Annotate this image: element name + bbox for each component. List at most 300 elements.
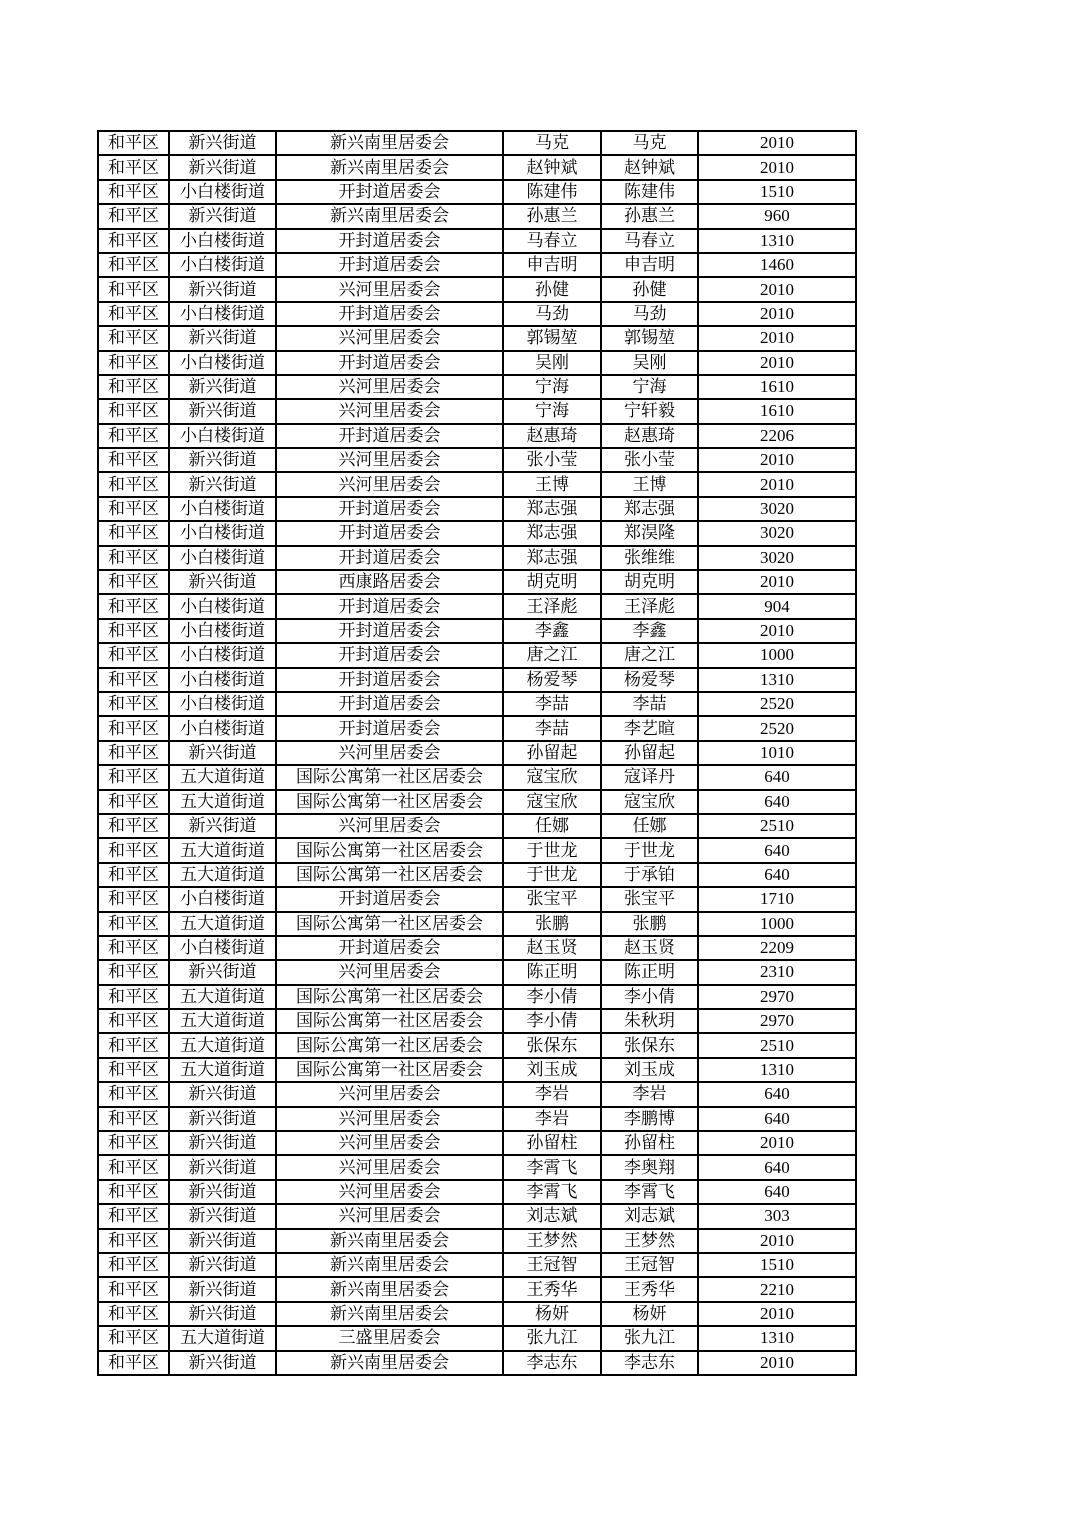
cell-name-primary: 于世龙 — [503, 838, 601, 862]
cell-amount: 640 — [698, 790, 856, 814]
cell-street: 新兴街道 — [169, 1253, 276, 1277]
cell-committee: 兴河里居委会 — [276, 1082, 503, 1106]
cell-street: 新兴街道 — [169, 1180, 276, 1204]
cell-amount: 2010 — [698, 351, 856, 375]
cell-amount: 2010 — [698, 155, 856, 179]
cell-name-primary: 张保东 — [503, 1033, 601, 1057]
table-row — [98, 1204, 856, 1228]
cell-name-primary: 孙留起 — [503, 741, 601, 765]
cell-name-primary: 陈建伟 — [503, 180, 601, 204]
cell-street: 新兴街道 — [169, 814, 276, 838]
cell-amount: 1510 — [698, 180, 856, 204]
cell-name-primary: 宁海 — [503, 375, 601, 399]
table-row — [98, 546, 856, 570]
cell-district: 和平区 — [98, 594, 169, 618]
cell-name-secondary: 刘玉成 — [601, 1058, 698, 1082]
table-row — [98, 1277, 856, 1301]
cell-committee: 国际公寓第一社区居委会 — [276, 1058, 503, 1082]
cell-name-secondary: 寇宝欣 — [601, 790, 698, 814]
cell-district: 和平区 — [98, 472, 169, 496]
cell-district: 和平区 — [98, 570, 169, 594]
cell-amount: 640 — [698, 1155, 856, 1179]
table-row — [98, 399, 856, 423]
table-row — [98, 424, 856, 448]
cell-street: 小白楼街道 — [169, 546, 276, 570]
cell-name-secondary: 李霄飞 — [601, 1180, 698, 1204]
cell-district: 和平区 — [98, 1229, 169, 1253]
cell-amount: 2010 — [698, 570, 856, 594]
cell-amount: 2510 — [698, 814, 856, 838]
cell-amount: 2210 — [698, 1277, 856, 1301]
cell-name-primary: 李霄飞 — [503, 1180, 601, 1204]
cell-amount: 640 — [698, 1180, 856, 1204]
cell-street: 新兴街道 — [169, 1131, 276, 1155]
cell-street: 新兴街道 — [169, 1302, 276, 1326]
cell-district: 和平区 — [98, 936, 169, 960]
cell-name-primary: 马克 — [503, 131, 601, 155]
cell-committee: 西康路居委会 — [276, 570, 503, 594]
cell-district: 和平区 — [98, 912, 169, 936]
cell-committee: 新兴南里居委会 — [276, 131, 503, 155]
cell-committee: 兴河里居委会 — [276, 1131, 503, 1155]
cell-amount: 1610 — [698, 375, 856, 399]
cell-street: 小白楼街道 — [169, 521, 276, 545]
cell-amount: 1510 — [698, 1253, 856, 1277]
cell-committee: 开封道居委会 — [276, 351, 503, 375]
cell-street: 小白楼街道 — [169, 180, 276, 204]
cell-name-secondary: 马劲 — [601, 302, 698, 326]
cell-committee: 兴河里居委会 — [276, 399, 503, 423]
cell-street: 新兴街道 — [169, 472, 276, 496]
cell-district: 和平区 — [98, 863, 169, 887]
table-row — [98, 351, 856, 375]
cell-amount: 2520 — [698, 716, 856, 740]
cell-name-primary: 赵惠琦 — [503, 424, 601, 448]
cell-name-secondary: 吴刚 — [601, 351, 698, 375]
cell-street: 小白楼街道 — [169, 302, 276, 326]
cell-amount: 1610 — [698, 399, 856, 423]
cell-name-secondary: 张维维 — [601, 546, 698, 570]
cell-amount: 2970 — [698, 1009, 856, 1033]
cell-committee: 新兴南里居委会 — [276, 1229, 503, 1253]
cell-name-primary: 李小倩 — [503, 985, 601, 1009]
cell-name-secondary: 李奥翔 — [601, 1155, 698, 1179]
table-row — [98, 131, 856, 155]
cell-street: 新兴街道 — [169, 741, 276, 765]
cell-name-secondary: 宁海 — [601, 375, 698, 399]
cell-name-secondary: 刘志斌 — [601, 1204, 698, 1228]
cell-district: 和平区 — [98, 1277, 169, 1301]
cell-name-primary: 寇宝欣 — [503, 765, 601, 789]
table-row — [98, 472, 856, 496]
table-row — [98, 1253, 856, 1277]
cell-amount: 2010 — [698, 1302, 856, 1326]
cell-amount: 2010 — [698, 1131, 856, 1155]
table-row — [98, 985, 856, 1009]
cell-name-primary: 刘玉成 — [503, 1058, 601, 1082]
table-row — [98, 1351, 856, 1375]
cell-amount: 2010 — [698, 277, 856, 301]
cell-name-primary: 郭锡堃 — [503, 326, 601, 350]
cell-street: 新兴街道 — [169, 1351, 276, 1375]
table-row — [98, 521, 856, 545]
cell-name-secondary: 王秀华 — [601, 1277, 698, 1301]
cell-committee: 国际公寓第一社区居委会 — [276, 863, 503, 887]
cell-street: 五大道街道 — [169, 1326, 276, 1350]
cell-street: 新兴街道 — [169, 277, 276, 301]
cell-district: 和平区 — [98, 692, 169, 716]
cell-street: 新兴街道 — [169, 1082, 276, 1106]
table-row — [98, 619, 856, 643]
cell-name-primary: 孙惠兰 — [503, 204, 601, 228]
cell-district: 和平区 — [98, 1155, 169, 1179]
cell-name-secondary: 李志东 — [601, 1351, 698, 1375]
cell-name-primary: 杨妍 — [503, 1302, 601, 1326]
table-row — [98, 375, 856, 399]
cell-street: 新兴街道 — [169, 375, 276, 399]
cell-committee: 国际公寓第一社区居委会 — [276, 1009, 503, 1033]
cell-amount: 2520 — [698, 692, 856, 716]
cell-district: 和平区 — [98, 765, 169, 789]
cell-street: 新兴街道 — [169, 399, 276, 423]
cell-name-secondary: 孙健 — [601, 277, 698, 301]
cell-amount: 2206 — [698, 424, 856, 448]
cell-district: 和平区 — [98, 155, 169, 179]
cell-name-secondary: 赵惠琦 — [601, 424, 698, 448]
cell-committee: 开封道居委会 — [276, 887, 503, 911]
cell-committee: 兴河里居委会 — [276, 375, 503, 399]
cell-committee: 新兴南里居委会 — [276, 204, 503, 228]
cell-name-primary: 李喆 — [503, 716, 601, 740]
cell-name-secondary: 张小莹 — [601, 448, 698, 472]
cell-amount: 2010 — [698, 131, 856, 155]
cell-name-primary: 李岩 — [503, 1082, 601, 1106]
cell-district: 和平区 — [98, 985, 169, 1009]
cell-committee: 国际公寓第一社区居委会 — [276, 985, 503, 1009]
cell-street: 小白楼街道 — [169, 936, 276, 960]
cell-name-primary: 刘志斌 — [503, 1204, 601, 1228]
cell-street: 五大道街道 — [169, 912, 276, 936]
table-row — [98, 204, 856, 228]
cell-name-primary: 郑志强 — [503, 546, 601, 570]
cell-committee: 开封道居委会 — [276, 497, 503, 521]
cell-name-primary: 王冠智 — [503, 1253, 601, 1277]
cell-street: 小白楼街道 — [169, 887, 276, 911]
cell-name-primary: 李喆 — [503, 692, 601, 716]
cell-amount: 1710 — [698, 887, 856, 911]
table-row — [98, 1229, 856, 1253]
cell-district: 和平区 — [98, 375, 169, 399]
cell-amount: 2010 — [698, 326, 856, 350]
table-body — [98, 131, 856, 1375]
cell-street: 小白楼街道 — [169, 619, 276, 643]
cell-district: 和平区 — [98, 838, 169, 862]
cell-district: 和平区 — [98, 1033, 169, 1057]
cell-amount: 640 — [698, 863, 856, 887]
cell-district: 和平区 — [98, 1204, 169, 1228]
cell-committee: 开封道居委会 — [276, 229, 503, 253]
cell-district: 和平区 — [98, 1351, 169, 1375]
cell-district: 和平区 — [98, 716, 169, 740]
cell-committee: 开封道居委会 — [276, 692, 503, 716]
cell-name-primary: 王梦然 — [503, 1229, 601, 1253]
cell-name-secondary: 陈正明 — [601, 960, 698, 984]
cell-district: 和平区 — [98, 448, 169, 472]
cell-amount: 2310 — [698, 960, 856, 984]
cell-name-secondary: 郭锡堃 — [601, 326, 698, 350]
cell-amount: 3020 — [698, 497, 856, 521]
cell-name-secondary: 郑淏隆 — [601, 521, 698, 545]
table-row — [98, 448, 856, 472]
table-row — [98, 863, 856, 887]
cell-street: 五大道街道 — [169, 1058, 276, 1082]
cell-name-primary: 张鹏 — [503, 912, 601, 936]
cell-name-primary: 王博 — [503, 472, 601, 496]
cell-district: 和平区 — [98, 619, 169, 643]
cell-street: 小白楼街道 — [169, 424, 276, 448]
cell-street: 新兴街道 — [169, 326, 276, 350]
cell-amount: 904 — [698, 594, 856, 618]
cell-district: 和平区 — [98, 399, 169, 423]
table-row — [98, 594, 856, 618]
cell-amount: 2010 — [698, 448, 856, 472]
cell-name-primary: 申吉明 — [503, 253, 601, 277]
cell-district: 和平区 — [98, 1058, 169, 1082]
cell-committee: 开封道居委会 — [276, 619, 503, 643]
cell-street: 小白楼街道 — [169, 253, 276, 277]
cell-name-primary: 胡克明 — [503, 570, 601, 594]
table-row — [98, 326, 856, 350]
cell-committee: 兴河里居委会 — [276, 960, 503, 984]
cell-committee: 开封道居委会 — [276, 302, 503, 326]
cell-street: 新兴街道 — [169, 570, 276, 594]
cell-committee: 兴河里居委会 — [276, 326, 503, 350]
cell-name-secondary: 于承铂 — [601, 863, 698, 887]
cell-name-secondary: 李鹏博 — [601, 1107, 698, 1131]
cell-name-primary: 郑志强 — [503, 521, 601, 545]
cell-amount: 303 — [698, 1204, 856, 1228]
cell-name-secondary: 寇译丹 — [601, 765, 698, 789]
cell-district: 和平区 — [98, 643, 169, 667]
cell-district: 和平区 — [98, 204, 169, 228]
cell-district: 和平区 — [98, 497, 169, 521]
cell-amount: 1000 — [698, 643, 856, 667]
cell-committee: 开封道居委会 — [276, 521, 503, 545]
table-row — [98, 155, 856, 179]
cell-amount: 1310 — [698, 1058, 856, 1082]
table-row — [98, 180, 856, 204]
cell-name-secondary: 郑志强 — [601, 497, 698, 521]
cell-committee: 兴河里居委会 — [276, 1155, 503, 1179]
cell-name-secondary: 张九江 — [601, 1326, 698, 1350]
cell-name-primary: 李霄飞 — [503, 1155, 601, 1179]
cell-committee: 开封道居委会 — [276, 180, 503, 204]
cell-committee: 兴河里居委会 — [276, 277, 503, 301]
cell-committee: 国际公寓第一社区居委会 — [276, 838, 503, 862]
table-row — [98, 716, 856, 740]
cell-name-primary: 王秀华 — [503, 1277, 601, 1301]
cell-committee: 新兴南里居委会 — [276, 1302, 503, 1326]
data-table — [97, 130, 857, 1376]
table-row — [98, 960, 856, 984]
cell-district: 和平区 — [98, 180, 169, 204]
cell-name-secondary: 孙惠兰 — [601, 204, 698, 228]
cell-name-secondary: 张保东 — [601, 1033, 698, 1057]
table-row — [98, 668, 856, 692]
cell-amount: 2010 — [698, 1351, 856, 1375]
cell-street: 新兴街道 — [169, 1155, 276, 1179]
cell-street: 新兴街道 — [169, 960, 276, 984]
cell-committee: 开封道居委会 — [276, 424, 503, 448]
cell-district: 和平区 — [98, 424, 169, 448]
table-row — [98, 790, 856, 814]
cell-amount: 2010 — [698, 472, 856, 496]
cell-name-secondary: 马克 — [601, 131, 698, 155]
cell-amount: 2010 — [698, 619, 856, 643]
cell-committee: 开封道居委会 — [276, 716, 503, 740]
table-row — [98, 838, 856, 862]
table-row — [98, 497, 856, 521]
cell-district: 和平区 — [98, 131, 169, 155]
table-row — [98, 692, 856, 716]
cell-street: 小白楼街道 — [169, 716, 276, 740]
cell-district: 和平区 — [98, 1326, 169, 1350]
cell-name-secondary: 孙留起 — [601, 741, 698, 765]
cell-street: 新兴街道 — [169, 1107, 276, 1131]
cell-amount: 1000 — [698, 912, 856, 936]
table-row — [98, 277, 856, 301]
cell-name-secondary: 孙留柱 — [601, 1131, 698, 1155]
cell-committee: 兴河里居委会 — [276, 741, 503, 765]
cell-name-secondary: 陈建伟 — [601, 180, 698, 204]
cell-name-primary: 李鑫 — [503, 619, 601, 643]
cell-amount: 2970 — [698, 985, 856, 1009]
cell-street: 五大道街道 — [169, 1033, 276, 1057]
cell-name-secondary: 张宝平 — [601, 887, 698, 911]
cell-street: 小白楼街道 — [169, 594, 276, 618]
cell-street: 五大道街道 — [169, 838, 276, 862]
cell-name-secondary: 马春立 — [601, 229, 698, 253]
cell-name-primary: 张小莹 — [503, 448, 601, 472]
cell-district: 和平区 — [98, 253, 169, 277]
cell-amount: 2010 — [698, 1229, 856, 1253]
table-row — [98, 1326, 856, 1350]
cell-committee: 三盛里居委会 — [276, 1326, 503, 1350]
cell-amount: 3020 — [698, 521, 856, 545]
cell-name-primary: 孙健 — [503, 277, 601, 301]
cell-amount: 1310 — [698, 668, 856, 692]
cell-street: 新兴街道 — [169, 131, 276, 155]
cell-district: 和平区 — [98, 814, 169, 838]
cell-committee: 兴河里居委会 — [276, 1204, 503, 1228]
cell-amount: 640 — [698, 765, 856, 789]
cell-amount: 3020 — [698, 546, 856, 570]
cell-street: 小白楼街道 — [169, 668, 276, 692]
cell-name-secondary: 朱秋玥 — [601, 1009, 698, 1033]
cell-name-primary: 吴刚 — [503, 351, 601, 375]
cell-name-secondary: 赵钟斌 — [601, 155, 698, 179]
cell-name-secondary: 任娜 — [601, 814, 698, 838]
cell-name-primary: 马劲 — [503, 302, 601, 326]
cell-amount: 640 — [698, 1107, 856, 1131]
cell-street: 小白楼街道 — [169, 229, 276, 253]
cell-district: 和平区 — [98, 960, 169, 984]
table-row — [98, 229, 856, 253]
cell-name-primary: 唐之江 — [503, 643, 601, 667]
table-row — [98, 912, 856, 936]
cell-committee: 开封道居委会 — [276, 668, 503, 692]
cell-district: 和平区 — [98, 1180, 169, 1204]
cell-name-primary: 杨爱琴 — [503, 668, 601, 692]
cell-street: 五大道街道 — [169, 1009, 276, 1033]
cell-name-secondary: 王泽彪 — [601, 594, 698, 618]
cell-name-secondary: 王冠智 — [601, 1253, 698, 1277]
cell-committee: 兴河里居委会 — [276, 814, 503, 838]
cell-name-primary: 赵玉贤 — [503, 936, 601, 960]
cell-name-secondary: 杨爱琴 — [601, 668, 698, 692]
cell-amount: 640 — [698, 838, 856, 862]
cell-name-primary: 赵钟斌 — [503, 155, 601, 179]
cell-name-secondary: 赵玉贤 — [601, 936, 698, 960]
cell-name-secondary: 李小倩 — [601, 985, 698, 1009]
cell-name-primary: 寇宝欣 — [503, 790, 601, 814]
cell-committee: 开封道居委会 — [276, 643, 503, 667]
cell-name-primary: 张九江 — [503, 1326, 601, 1350]
cell-name-primary: 王泽彪 — [503, 594, 601, 618]
table-row — [98, 643, 856, 667]
cell-district: 和平区 — [98, 1302, 169, 1326]
cell-name-secondary: 申吉明 — [601, 253, 698, 277]
cell-street: 五大道街道 — [169, 790, 276, 814]
cell-amount: 2010 — [698, 302, 856, 326]
cell-name-secondary: 唐之江 — [601, 643, 698, 667]
table-row — [98, 1058, 856, 1082]
cell-district: 和平区 — [98, 1131, 169, 1155]
cell-district: 和平区 — [98, 790, 169, 814]
cell-committee: 兴河里居委会 — [276, 1107, 503, 1131]
table-row — [98, 1033, 856, 1057]
cell-committee: 国际公寓第一社区居委会 — [276, 790, 503, 814]
cell-name-secondary: 于世龙 — [601, 838, 698, 862]
cell-district: 和平区 — [98, 326, 169, 350]
cell-amount: 2510 — [698, 1033, 856, 1057]
cell-name-secondary: 李岩 — [601, 1082, 698, 1106]
cell-district: 和平区 — [98, 1107, 169, 1131]
table-row — [98, 1131, 856, 1155]
cell-amount: 1010 — [698, 741, 856, 765]
cell-district: 和平区 — [98, 668, 169, 692]
cell-committee: 国际公寓第一社区居委会 — [276, 1033, 503, 1057]
table-row — [98, 936, 856, 960]
cell-street: 五大道街道 — [169, 863, 276, 887]
cell-street: 小白楼街道 — [169, 497, 276, 521]
cell-district: 和平区 — [98, 521, 169, 545]
cell-district: 和平区 — [98, 351, 169, 375]
cell-street: 新兴街道 — [169, 155, 276, 179]
cell-name-primary: 孙留柱 — [503, 1131, 601, 1155]
cell-committee: 兴河里居委会 — [276, 472, 503, 496]
cell-street: 新兴街道 — [169, 1229, 276, 1253]
table-row — [98, 1302, 856, 1326]
cell-name-primary: 宁海 — [503, 399, 601, 423]
cell-street: 新兴街道 — [169, 1277, 276, 1301]
cell-amount: 1310 — [698, 229, 856, 253]
table-row — [98, 814, 856, 838]
cell-name-primary: 任娜 — [503, 814, 601, 838]
cell-district: 和平区 — [98, 1082, 169, 1106]
cell-name-secondary: 张鹏 — [601, 912, 698, 936]
cell-amount: 640 — [698, 1082, 856, 1106]
